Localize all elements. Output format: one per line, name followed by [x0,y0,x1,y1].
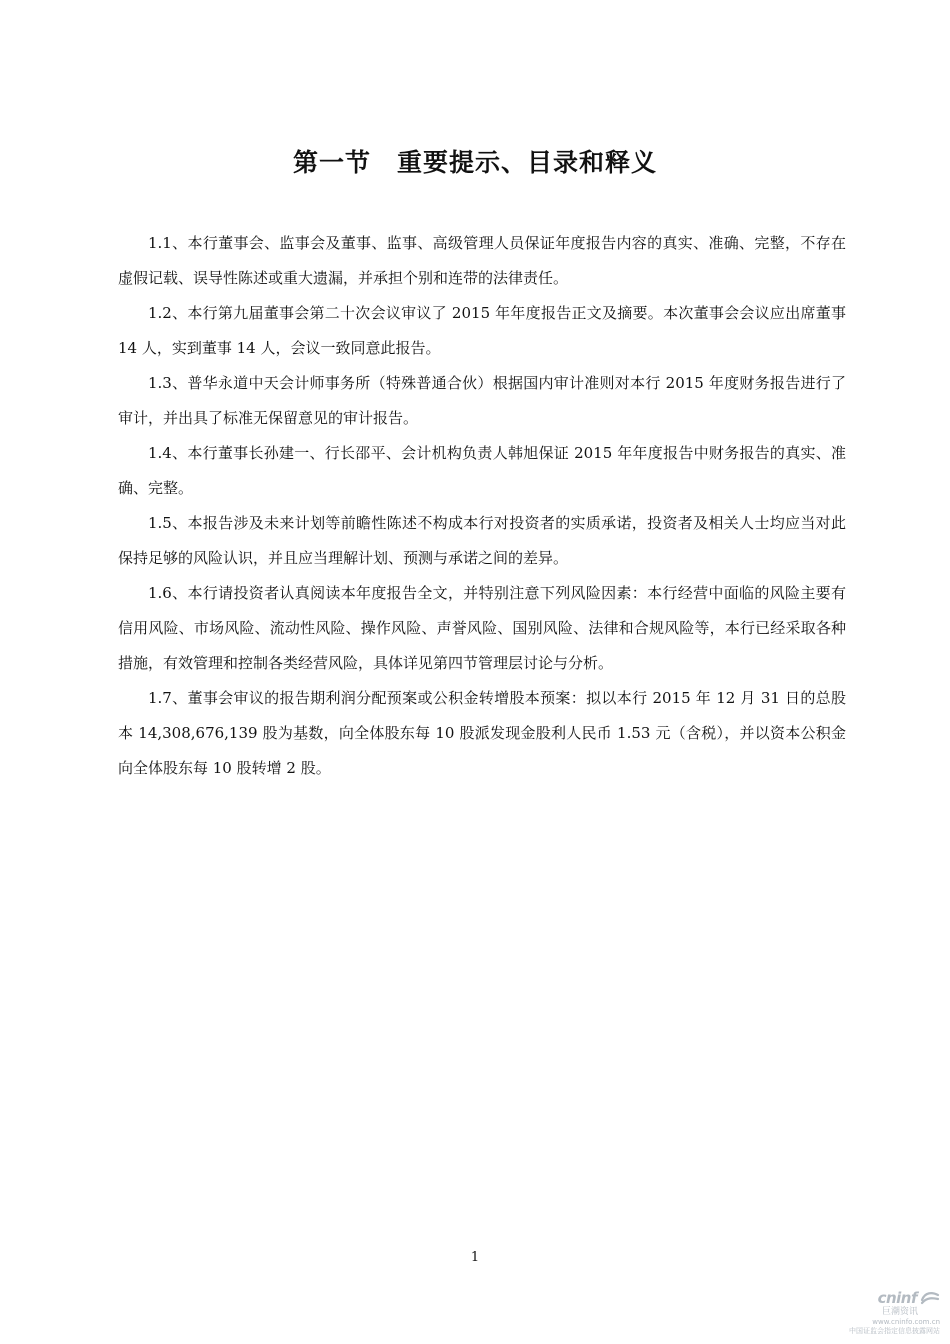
watermark-tagline: 中国证监会指定信息披露网站 [849,1327,940,1335]
watermark-brand-row [820,1289,940,1307]
section-title [0,143,950,179]
watermark-brand-cn: 巨潮资讯 [881,1307,918,1317]
paragraph-1-6: 1.6、本行请投资者认真阅读本年度报告全文，并特别注意下列风险因素：本行经营中面临的风险主要有信用风险、市场风险、流动性风险、操作风险、声誉风险、国别风险、法律和合规风险等，本行已经采取各种措施，有效管理和控制各类经营风险，具体详见第四节管理层讨论与分析。 [118,584,846,672]
body-text [118,226,846,786]
paragraph-1-2: 1.2、本行第九届董事会第二十次会议审议了 2015 年年度报告正文及摘要。本次董事会会议应出席董事 14 人，实到董事 14 人，会议一致同意此报告。 [118,304,846,357]
watermark-url: www.cninfo.com.cn [872,1318,940,1326]
paragraph-1-7: 1.7、董事会审议的报告期利润分配预案或公积金转增股本预案：拟以本行 2015 年 12 月 31 日的总股本 14,308,676,139 股为基数，向全体股东每 10 股派发现金股利人民币 1.53 元（含税），并以资本公积金向全体股东每 10 股转增 2 股。 [118,689,846,777]
paragraph-1-1: 1.1、本行董事会、监事会及董事、监事、高级管理人员保证年度报告内容的真实、准确、完整，不存在虚假记载、误导性陈述或重大遗漏，并承担个别和连带的法律责任。 [118,234,846,287]
page-number: 1 [470,1250,480,1265]
paragraph-1-5: 1.5、本报告涉及未来计划等前瞻性陈述不构成本行对投资者的实质承诺，投资者及相关人士均应当对此保持足够的风险认识，并且应当理解计划、预测与承诺之间的差异。 [118,514,846,567]
cninfo-watermark [820,1289,940,1336]
section-number: 第一节 [292,148,371,177]
watermark-brand: cninf [877,1289,917,1307]
cninfo-logo-icon [920,1290,940,1306]
paragraph-1-4: 1.4、本行董事长孙建一、行长邵平、会计机构负责人韩旭保证 2015 年年度报告中财务报告的真实、准确、完整。 [118,444,846,497]
section-heading: 重要提示、目录和释义 [397,148,658,177]
paragraph-1-3: 1.3、普华永道中天会计师事务所（特殊普通合伙）根据国内审计准则对本行 2015 年度财务报告进行了审计，并出具了标准无保留意见的审计报告。 [118,374,846,427]
